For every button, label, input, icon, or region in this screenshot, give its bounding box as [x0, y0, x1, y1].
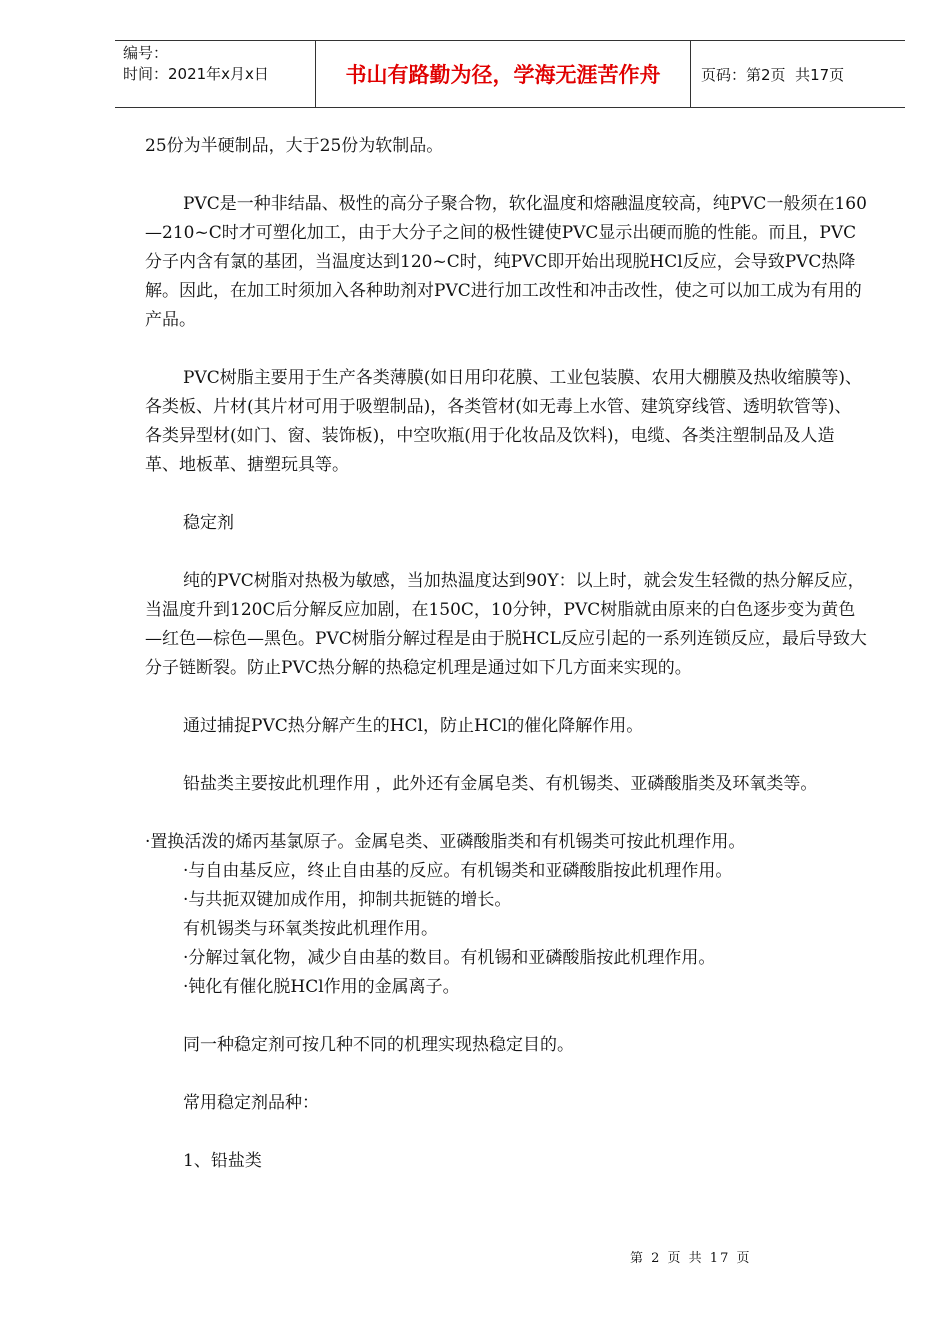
- paragraph: PVC是一种非结晶、极性的高分子聚合物，软化温度和熔融温度较高，纯PVC一般须在160—210~C时才可塑化加工，由于大分子之间的极性键使PVC显示出硬而脆的性能。而且，PVC分子内含有氯的基团，当温度达到120~C时，纯PVC即开始出现脱HCl反应，会导致PVC热降解。因此，在加工时须加入各种助剂对PVC进行加工改性和冲击改性，使之可以加工成为有用的产品。: [145, 194, 867, 330]
- page-header: [115, 40, 905, 108]
- list-item: ·与共扼双键加成作用，抑制共扼链的增长。: [183, 890, 512, 910]
- document-number-label: 编号：: [123, 44, 169, 62]
- list-item: ·置换活泼的烯丙基氯原子。金属皂类、亚磷酸脂类和有机锡类可按此机理作用。: [145, 832, 746, 852]
- header-meta: [115, 41, 316, 107]
- header-motto: 书山有路勤为径，学海无涯苦作舟: [316, 41, 691, 107]
- list-item: 有机锡类与环氧类按此机理作用。: [183, 919, 438, 939]
- paragraph: 常用稳定剂品种：: [183, 1093, 319, 1113]
- header-page-info: [691, 41, 905, 107]
- paragraph: 同一种稳定剂可按几种不同的机理实现热稳定目的。: [183, 1035, 574, 1055]
- list-item: ·钝化有催化脱HCl作用的金属离子。: [183, 977, 460, 997]
- paragraph: PVC树脂主要用于生产各类薄膜(如日用印花膜、工业包装膜、农用大棚膜及热收缩膜等)、各类板、片材(其片材可用于吸塑制品)，各类管材(如无毒上水管、建筑穿线管、透明软管等)、各类异型材(如门、窗、装饰板)，中空吹瓶(用于化妆品及饮料)，电缆、各类注塑制品及人造革、地板革、搪塑玩具等。: [145, 368, 862, 475]
- list-item: ·分解过氧化物，减少自由基的数目。有机锡和亚磷酸脂按此机理作用。: [183, 948, 716, 968]
- paragraph: 通过捕捉PVC热分解产生的HCl，防止HCl的催化降解作用。: [183, 716, 644, 736]
- section-heading: 1、铅盐类: [183, 1151, 262, 1171]
- paragraph: 铅盐类主要按此机理作用 ，此外还有金属皂类、有机锡类、亚磷酸脂类及环氧类等。: [183, 774, 818, 794]
- page-footer: 第 2 页 共 17 页: [630, 1251, 752, 1266]
- paragraph: 25份为半硬制品，大于25份为软制品。: [145, 136, 444, 156]
- paragraph: 纯的PVC树脂对热极为敏感，当加热温度达到90Y：以上时，就会发生轻微的热分解反应，当温度升到120C后分解反应加剧，在150C，10分钟，PVC树脂就由原来的白色逐步变为黄色—红色—棕色—黑色。PVC树脂分解过程是由于脱HCL反应引起的一系列连锁反应，最后导致大分子链断裂。防止PVC热分解的热稳定机理是通过如下几方面来实现的。: [145, 571, 867, 678]
- list-item: ·与自由基反应，终止自由基的反应。有机锡类和亚磷酸脂按此机理作用。: [183, 861, 733, 881]
- section-heading: 稳定剂: [183, 513, 234, 533]
- document-time-label: 时间：2021年x月x日: [123, 65, 269, 83]
- header-page-text: 页码：第2页 共17页: [701, 65, 845, 84]
- document-body: [145, 132, 867, 1176]
